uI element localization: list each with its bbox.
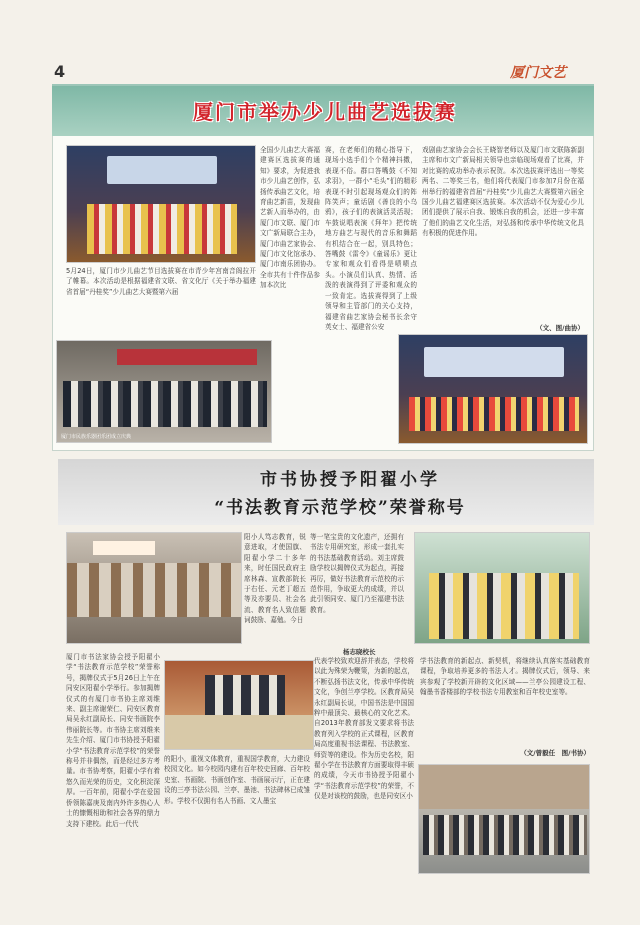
paper-name: 厦门文艺 xyxy=(510,65,566,81)
signing-table xyxy=(165,715,314,750)
article1-col1: 5月24日，厦门市少儿曲艺节目选拔赛在市青少年宫南音阁拉开了帷幕。本次活动是根据福建省文联、省文化厅《关于举办福建省首届“丹桂奖”少儿曲艺大赛暨第六届 xyxy=(66,267,256,296)
article1-photo-group xyxy=(56,340,272,443)
article2-photo-interview xyxy=(414,532,590,644)
group-banner xyxy=(117,349,257,365)
article1-col2: 全国少儿曲艺大赛福建赛区选拔赛的通知》要求，为促进我市少儿曲艺创作，弘扬传承曲艺文化，培育曲艺新苗，发现曲艺新人而举办的，由厦门市文联、厦门市文广新局联合主办，厦门市曲艺家协会、厦门市文化馆承办、厦门市南乐团协办。全市共有十件作品参加本次比 xyxy=(260,146,320,290)
article1-credit: （文、图/曲协） xyxy=(536,324,584,332)
article1-photo-stage-wide xyxy=(398,334,588,444)
performers xyxy=(87,204,237,254)
crowd-building xyxy=(419,765,590,809)
article2-photo-signing xyxy=(164,660,314,750)
article1-col4: 戏剧曲艺家协会会长王晓智老师以及厦门市文联陈新副主席和市文广新局相关领导也亲临现场观看了比赛，并对比赛的成功举办表示祝贺。本次选拔赛评选出一等奖两名、二等奖三名，他们将代表厦门市参加7月份在福州举行的福建省首届“丹桂奖”少儿曲艺大赛暨第六届全国少儿曲艺福建赛区选拔赛。本次活动不仅为爱心少儿团们提供了展示自我、锻炼自我的机会，还进一步丰富了他们的曲艺文化生活，对弘扬和传承中华传统文化具有积极的促进作用。 xyxy=(422,146,584,238)
signing-people xyxy=(205,675,285,715)
article2-sub-caption: 杨志晓校长 xyxy=(343,648,376,656)
stage-wide-performers xyxy=(409,397,579,431)
article1-col3: 赛，在老师们的精心指导下，现场小选手们个个精神抖擞，表现不俗。群口答嘴鼓《不知求羽》，一群小“毛头”们的精彩表现不时引起现场观众们的阵阵笑声；童话剧《善良的小乌鸦》，孩子们的表演活灵活现；车鼓说唱表演《拜年》把传统地方曲艺与现代的音乐和舞蹈有机结合在一起，别具特色；答嘴鼓《雷令》《童谣乐》更让专家和观众们看得是啧啧点头。小演员们认真、热情、活泼的表演得到了评委和观众的一致肯定。选拔赛得到了上级领导和主管部门的关心支持，福建省曲艺家协会秘书长余守英女士、福建省公安 xyxy=(325,146,417,331)
article2-credit: （文/曾毅任 图/书协） xyxy=(520,749,590,757)
article2-col1-bottom: 厦门市书法家协会授予阳翟小学“书法教育示范学校”荣誉称号，揭牌仪式于5月26日上午在同安区阳翟小学举行。参加揭牌仪式的有厦门市书协主席刘维来、副主席谢荣仁、同安区教育局吴永红副局长、同安书画院李伟丽院长等。市书协主席刘维来先生介绍、厦门市书协授予阳翟小学“书法教育示范学校”的荣誉称号并非偶然，而是经过多方考量。市书协考察，阳翟小学有着悠久而光荣的历史，文化积淀深厚。一百年前，阳翟小学在爱国侨领陈嘉庚及南内外许多热心人士的慷慨相助和社会各界的鼎力支持下建校。此后一代代 xyxy=(66,653,160,828)
article2-photo-building xyxy=(66,532,242,644)
page-number: 4 xyxy=(54,62,66,81)
article2-col1-top: 阳小人笃志教育，锐意进取，才使国旗、阳翟小学二十多年来，时任国民政府主席林森、宣教部院长于右任、元老丁超五等及亦要员、社会名流、教育名人致信题词鼓励、嘉勉。今日 xyxy=(244,533,306,625)
crowd-people xyxy=(423,815,587,855)
article2-col3-bottom: 代表学校致欢迎辞并表态，学校将以此为殊荣为鞭策，为新的起点，不断弘扬书法文化，传承中华传统文化，争创兰亭学校。区教育局吴永红副局长说，中国书法是中国国粹中最顶尖、最核心的文化艺术。自2013年教育部发文要求将书法教育列入学校的正式课程，区教育局高度重视书法课程、书法教室、师资等的建设。作为历史名校，阳翟小学在书法教育方面要取得丰硕的成绩，今天市书协授予阳翟小学“书法教育示范学校”的荣誉，不仅是对该校的鼓励，也是同安区小 xyxy=(314,657,414,801)
article2-col4-bottom: 学书法教育的新起点、新契机，将继续认真落实基础教育课程，争取培养更多的书法人才。揭牌仪式后，领导、来宾参观了学校新开辟的文化区域——兰亭公园建设工程、翰墨书香楼部的学校书法专用教室和百年校史室等。 xyxy=(420,657,590,697)
building-sign xyxy=(93,541,155,555)
group-people xyxy=(63,381,267,427)
stage-wide-banner xyxy=(424,347,564,377)
interview-people xyxy=(429,573,579,639)
article1-photo-caption: 厦门市民族乐器团乐团成立庆典 xyxy=(61,434,132,440)
article2-title-line1: 市书协授予阳翟小学 xyxy=(260,470,440,490)
building-pillars xyxy=(67,563,242,617)
article2-col2-bottom: 的阳小，重视文体教育，重视国学教育，大力建设校园文化。如今校园内建有百年校史回廊、百年校史室、书画院、书画创作室、书画展示厅，正在建设的三亭书法公园、兰亭、墨池、书法碑林已成雏形。学校不仅拥有名人书画、文人墨宝 xyxy=(164,755,310,805)
stage-banner xyxy=(107,156,217,184)
article1-photo-stage xyxy=(66,145,256,263)
article2-title-line2: “书法教育示范学校”荣誉称号 xyxy=(214,498,466,518)
article2-photo-crowd xyxy=(418,764,590,874)
article2-col2-top: 等一笔宝贵的文化遗产，还拥有书法专用研究室，形成一套扎实的书法基础教育活动。刘主席鼓励学校以揭牌仪式为起点，再接再厉，做好书法教育示范校的示范作用，争取更大的成绩，并以此引领同安、厦门乃至福建书法教育。 xyxy=(310,533,404,614)
article1-title: 厦门市举办少儿曲艺选拔赛 xyxy=(193,100,457,124)
